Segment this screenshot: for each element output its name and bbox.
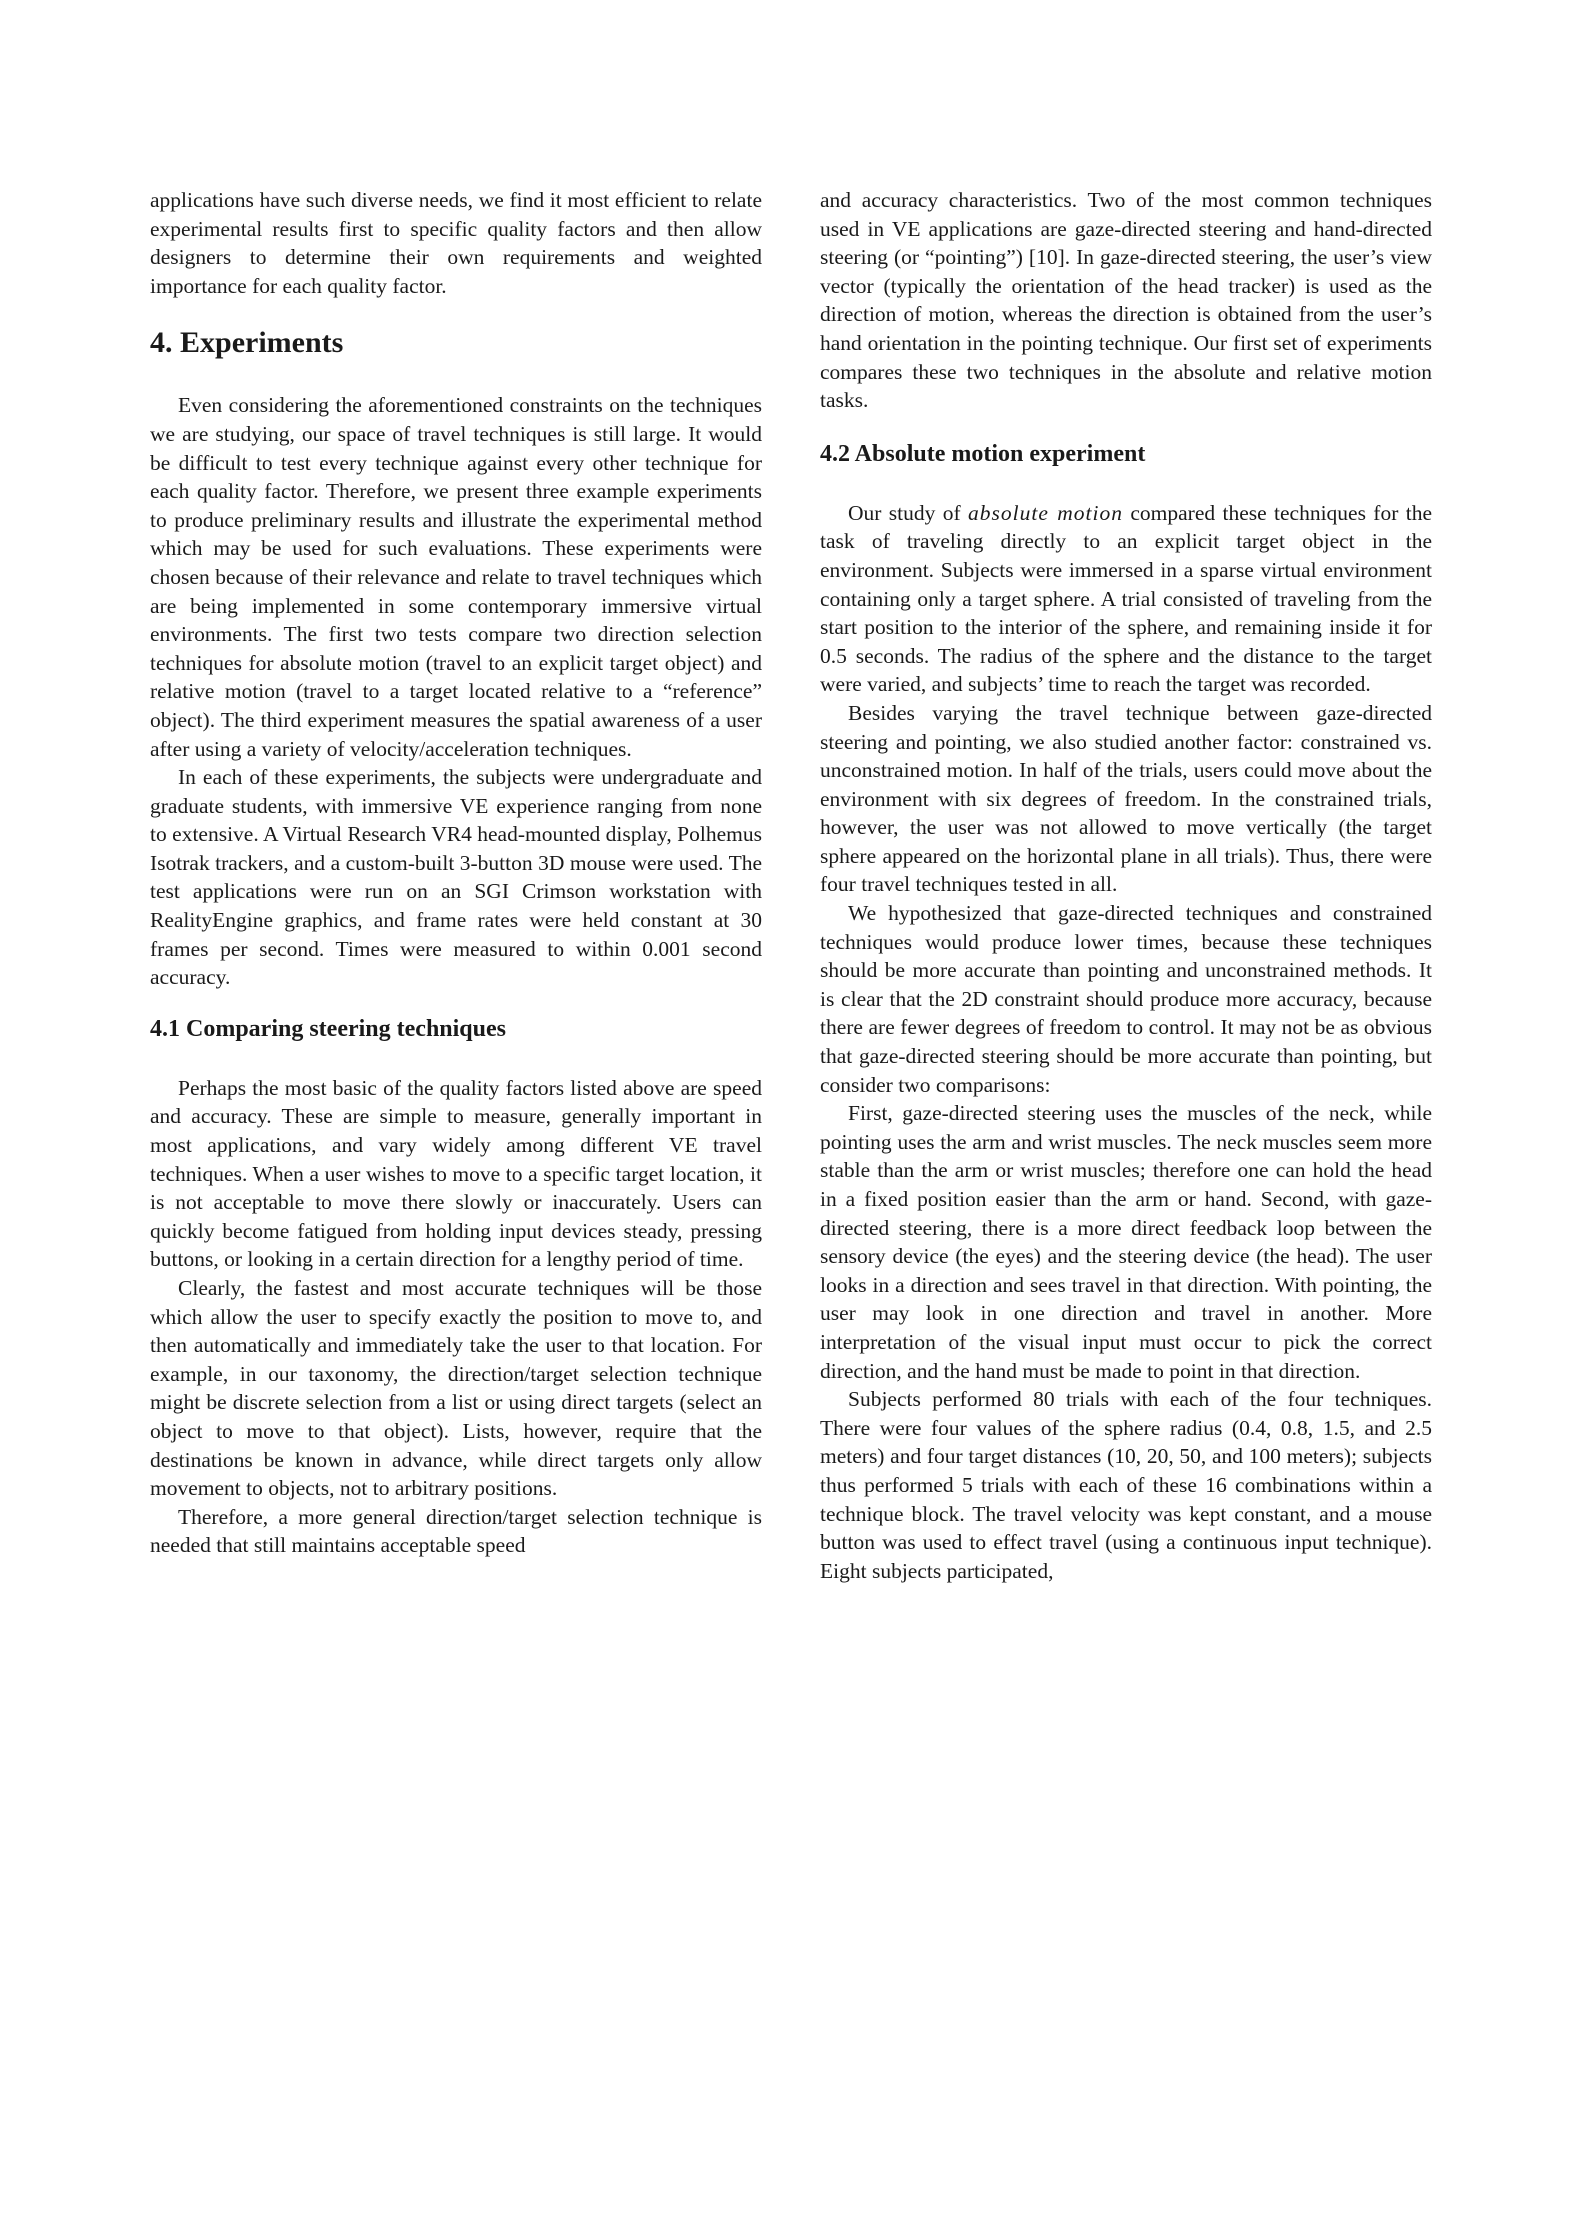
paragraph-constrained: Besides varying the travel technique between gaze-directed steering and pointing, we also studied another factor: constrained vs. unconstrained motion. In half of the trials, users could move about the environment with six degrees of freedom. In the constrained trials, however, the user was not allowed to move vertically (the target sphere appeared on the horizontal plane in all trials). Thus, there were four travel techniques tested in all. [820,700,1432,897]
paragraph-intro: Even considering the aforementioned constraints on the techniques we are studying, our space of travel techniques is still large. It would be difficult to test every technique against every other technique for each quality factor. Therefore, we present three example experiments to produce preliminary results and illustrate the experimental method which may be used for such evaluations. These experiments were chosen because of their relevance and relate to travel techniques which are being implemented in some contemporary immersive virtual environments. The first two tests compare two direction selection techniques for absolute motion (travel to an explicit target object) and relative motion (travel to a target located relative to a “reference” object). The third experiment measures the spatial awareness of a user after using a variety of velocity/acceleration techniques. [150,393,762,761]
right-column [820,186,1432,1585]
emphasis-absolute-motion: absolute motion [968,500,1123,525]
section-heading-experiments: 4. Experiments [150,326,344,360]
paragraph-apparatus: In each of these experiments, the subjects were undergraduate and graduate students, with immersive VE experience ranging from none to extensive. A Virtual Research VR4 head-mounted display, Polhemus Isotrak trackers, and a custom-built 3-button 3D mouse were used. The test applications were run on an SGI Crimson workstation with RealityEngine graphics, and frame rates were held constant at 30 frames per second. Times were measured to within 0.001 second accuracy. [150,765,762,990]
paragraph-continued: and accuracy characteristics. Two of the most common techniques used in VE applications are gaze-directed steering and hand-directed steering (or “pointing”) [10]. In gaze-directed steering, the user’s view vector (typically the orientation of the head tracker) is used as the direction of motion, whereas the direction is obtained from the user’s hand orientation in the pointing technique. Our first set of experiments compares these two techniques in the absolute and relative motion tasks. [820,188,1432,413]
subsection-heading-steering: 4.1 Comparing steering techniques [150,1015,506,1042]
paragraph-speed-accuracy: Perhaps the most basic of the quality factors listed above are speed and accuracy. These are simple to measure, generally important in most applications, and vary widely among different VE travel techniques. When a user wishes to move to a specific target location, it is not acceptable to move there slowly or inaccurately. Users can quickly become fatigued from holding input devices steady, pressing buttons, or looking in a certain direction for a lengthy period of time. [150,1075,762,1272]
subsection-heading-absolute-motion: 4.2 Absolute motion experiment [820,440,1146,467]
paragraph-general-technique: Therefore, a more general direction/target selection technique is needed that still maintains acceptable speed [150,1504,762,1558]
text-run: Our study of [848,500,969,525]
paragraph-absolute-motion [820,499,1432,699]
paragraph-comparisons: First, gaze-directed steering uses the muscles of the neck, while pointing uses the arm and wrist muscles. The neck muscles seem more stable than the arm or wrist muscles; therefore one can hold the head in a fixed position easier than the arm or hand. Second, with gaze-directed steering, there is a more direct feedback loop between the sensory device (the eyes) and the steering device (the head). The user looks in a direction and sees travel in that direction. With pointing, the user may look in one direction and travel in another. More interpretation of the visual input must occur to pick the correct direction, and the hand must be made to point in that direction. [820,1101,1432,1383]
left-column [150,186,762,1560]
paragraph-hypothesis: We hypothesized that gaze-directed techniques and constrained techniques would produce lower times, because these techniques should be more accurate than pointing and unconstrained methods. It is clear that the 2D constraint should produce more accuracy, because there are fewer degrees of freedom to control. It may not be as obvious that gaze-directed steering should be more accurate than pointing, but consider two comparisons: [820,901,1432,1097]
paragraph-trials: Subjects performed 80 trials with each of the four techniques. There were four values of the sphere radius (0.4, 0.8, 1.5, and 2.5 meters) and four target distances (10, 20, 50, and 100 meters); subjects thus performed 5 trials with each of these 16 combinations within a technique block. The travel velocity was kept constant, and a mouse button was used to effect travel (using a continuous input technique). Eight subjects participated, [820,1387,1432,1583]
paragraph-fastest-techniques: Clearly, the fastest and most accurate techniques will be those which allow the user to specify exactly the position to move to, and then automatically and immediately take the user to that location. For example, in our taxonomy, the direction/target selection technique might be discrete selection from a list or using direct targets (select an object to move to that object). Lists, however, require that the destinations be known in advance, while direct targets only allow movement to objects, not to arbitrary positions. [150,1276,762,1501]
text-run: compared these techniques for the task of traveling directly to an explicit target object in the environment. Subjects were immersed in a sparse virtual environment containing only a target sphere. A trial consisted of traveling from the start position to the interior of the sphere, and remaining inside it for 0.5 seconds. The radius of the sphere and the distance to the target were varied, and subjects’ time to reach the target was recorded. [820,500,1433,697]
paragraph-continued: applications have such diverse needs, we find it most efficient to relate experimental results first to specific quality factors and then allow designers to determine their own requirements and weighted importance for each quality factor. [150,188,762,298]
